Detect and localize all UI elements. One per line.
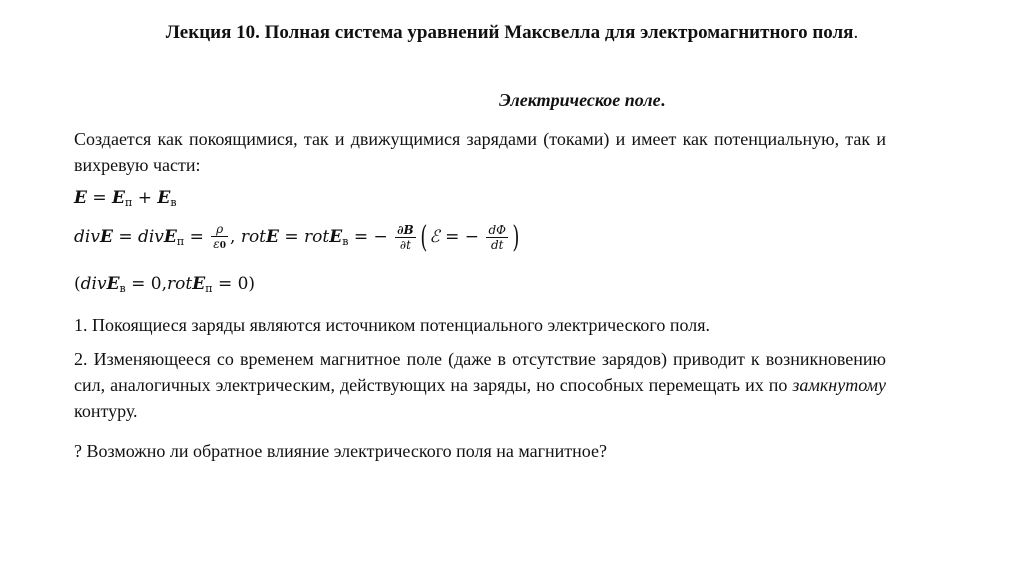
eq2-equals5: = − [445,227,480,247]
equation-field-decomposition [74,188,177,209]
eq3-E2: E [192,274,206,294]
eq2-sub-v: в [342,235,349,248]
equation-div-rot [74,219,522,255]
eq2-E1: E [99,227,113,247]
fraction-dPhi-dt [486,223,508,252]
fraction-dB: ∂B [397,223,414,237]
eq2-E3: E [266,227,279,247]
intro-paragraph: Создается как покоящимися, так и движущимися зарядами (токами) и имеет как потенциальную, так и вихревую части: [74,129,886,175]
fraction-rho-eps [211,222,228,253]
eq2-rot1: rot [240,227,267,247]
eq2-sub-p: п [176,235,185,248]
eq2-left-paren: ( [420,219,428,255]
question-line: ? Возможно ли обратное влияние электрического поля на магнитное? [74,441,608,461]
eq2-comma: , [230,227,236,247]
eq2-equals1: = [118,227,133,247]
eq2-equals2: = [189,227,204,247]
slide-title-text: Лекция 10. Полная система уравнений Максвелла для электромагнитного поля [165,22,854,43]
point-2-text-before: 2. Изменяющееся со временем магнитное поле (даже в отсутствие зарядов) приводит к возникновению сил, аналогичных электрическим, действующих на заряды, но способных перемещать их по [74,349,886,395]
section-heading [0,90,1024,111]
point-2 [74,346,886,424]
fraction-dt1: ∂t [399,238,411,252]
eq3-left-paren: ( [74,274,81,294]
fraction-eps [211,237,228,253]
eq1-equals: = [92,188,107,208]
eq2-right-paren: ) [512,219,520,255]
fraction-dt2: dt [490,238,504,252]
section-heading-dot: . [660,90,666,110]
eq2-equals4: = − [353,227,388,247]
eq3-sub-v: в [119,282,126,295]
eq2-emf: ℰ [429,227,440,247]
eq3-div: div [80,274,107,294]
point-2-text-after: контуру. [74,401,138,421]
eq1-plus: + [137,188,152,208]
eq1-Ep: E [112,188,125,208]
eq3-right-paren: ) [248,274,256,294]
fraction-dPhi: dΦ [488,223,506,237]
equation-conditions [74,274,255,295]
slide-title [0,22,1024,44]
eq1-Ev: E [157,188,171,208]
eq2-E4: E [329,227,343,247]
section-heading-text: Электрическое поле [498,90,661,110]
eq2-div2: div [137,227,164,247]
eq1-E: E [74,188,87,208]
eq2-rot2: rot [304,227,330,247]
eq3-rot: rot [167,274,193,294]
fraction-rho: ρ [211,222,228,237]
fraction-dB-dt [395,223,416,252]
point-1: 1. Покоящиеся заряды являются источником потенциального электрического поля. [74,315,711,335]
eq3-equals1: = 0, [131,274,168,294]
eps-subscript: 0 [219,241,226,251]
eq2-E2: E [163,227,177,247]
slide-title-dot: . [853,22,859,43]
eq1-sub-p: п [125,196,133,209]
eq3-equals2: = 0 [217,274,249,294]
eps-symbol: ε [213,237,220,251]
eq3-E1: E [106,274,120,294]
point-2-italic: замкнутому [792,375,886,395]
eq3-sub-p: п [205,282,213,295]
eq2-div1: div [74,227,100,247]
eq2-equals3: = [284,227,299,247]
eq1-sub-v: в [170,196,177,209]
